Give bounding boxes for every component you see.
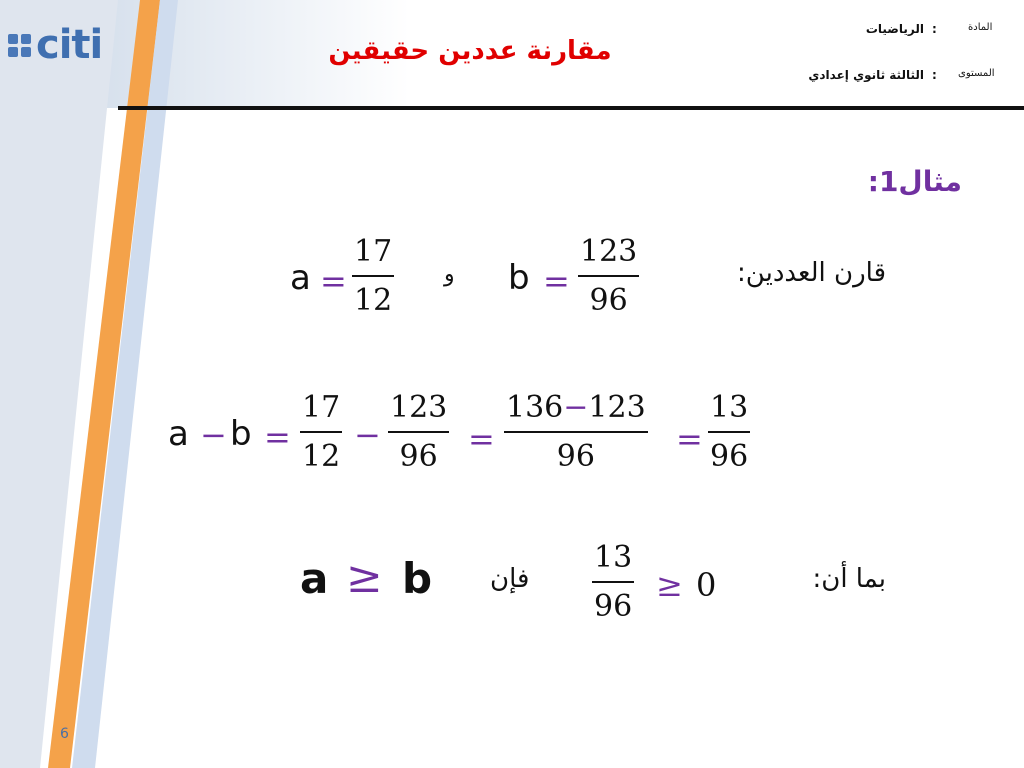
header-divider <box>118 106 1024 110</box>
fraction-bar <box>578 275 639 277</box>
equals-sign: = <box>676 420 703 458</box>
fraction-numerator: 13 <box>594 540 633 575</box>
fraction-b <box>578 234 639 318</box>
fraction-numerator: 17 <box>302 390 341 425</box>
fraction-denominator: 96 <box>710 439 749 474</box>
var-a: a <box>300 554 329 603</box>
page-number: 6 <box>60 726 69 742</box>
fraction-numerator: 17 <box>354 234 393 269</box>
decorative-swoosh <box>0 0 250 768</box>
level-value: الثالثة ثانوي إعدادي <box>808 68 924 82</box>
fraction-1 <box>300 390 342 474</box>
fraction-bar <box>388 431 449 433</box>
logo-dots-icon <box>8 34 31 57</box>
var-b: b <box>508 258 530 298</box>
fraction-bar <box>504 431 648 433</box>
subject-value: الرياضيات <box>865 22 924 36</box>
zero: 0 <box>696 566 717 604</box>
fraction-denominator: 96 <box>556 439 595 474</box>
geq-sign: ≥ <box>346 552 383 603</box>
citi-logo <box>8 22 102 68</box>
equals-sign: = <box>543 262 570 300</box>
numerator-part: 136 <box>506 390 564 425</box>
logo-text: citi <box>36 22 103 68</box>
var-a: a <box>168 414 189 454</box>
fraction-bar <box>708 431 750 433</box>
fraction-bar <box>300 431 342 433</box>
equals-sign: = <box>264 418 291 456</box>
subject-sep: : <box>932 22 937 36</box>
minus-sign: − <box>563 390 589 425</box>
level-sep: : <box>932 68 937 82</box>
var-a: a <box>290 258 311 298</box>
fraction-a <box>352 234 394 318</box>
minus-sign: − <box>200 416 227 454</box>
fraction-denominator: 96 <box>589 283 628 318</box>
example-title: مثال1: <box>867 165 962 198</box>
fraction-bar <box>592 581 634 583</box>
var-b: b <box>402 554 433 603</box>
equals-sign: = <box>468 420 495 458</box>
fraction-numerator: 123 <box>390 390 448 425</box>
fraction-2 <box>388 390 449 474</box>
fraction-denominator: 12 <box>354 283 393 318</box>
geq-sign: ≥ <box>656 566 683 604</box>
compare-prompt: قارن العددين: <box>737 258 886 288</box>
fraction-numerator: 13 <box>710 390 749 425</box>
fraction-result <box>592 540 634 624</box>
subject-label: المادة <box>968 22 993 33</box>
page-title: مقارنة عددين حقيقين <box>328 36 612 66</box>
fraction-bar <box>352 275 394 277</box>
fraction-4 <box>708 390 750 474</box>
since-label: بما أن: <box>812 564 886 594</box>
fraction-denominator: 96 <box>399 439 438 474</box>
fraction-numerator: 123 <box>580 234 638 269</box>
fraction-denominator: 12 <box>302 439 341 474</box>
fraction-denominator: 96 <box>594 589 633 624</box>
numerator-part: 123 <box>588 390 646 425</box>
then-label: فإن <box>490 564 530 594</box>
fraction-3 <box>504 390 648 474</box>
equals-sign: = <box>320 262 347 300</box>
and-connector: و <box>444 262 455 287</box>
var-b: b <box>230 414 252 454</box>
minus-sign: − <box>354 416 381 454</box>
level-label: المستوى <box>958 68 995 79</box>
fraction-numerator <box>504 390 648 425</box>
